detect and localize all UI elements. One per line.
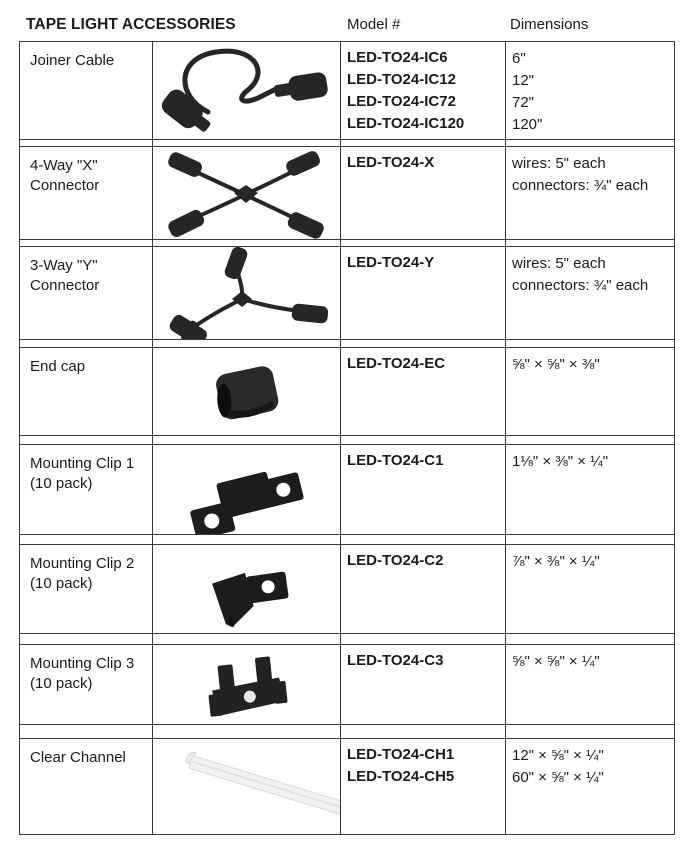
table-row-mounting-clip-2 [19,544,675,634]
product-name [19,247,152,339]
product-name-line: 4-Way "X" [30,157,98,174]
model-number: LED-TO24-C3 [347,652,444,669]
product-name [19,348,152,435]
product-name-line: Joiner Cable [30,52,115,69]
product-image-cell [152,445,340,534]
model-numbers [340,445,505,534]
product-name [19,739,152,834]
model-numbers [340,739,505,834]
table-row-x-connector [19,146,675,240]
model-number: LED-TO24-Y [347,254,435,271]
model-number: LED-TO24-IC6 [347,49,448,66]
dimensions-values [505,445,675,534]
product-name [19,645,152,724]
dimension-value: wires: 5" each [512,155,606,172]
table-row-clear-channel [19,738,675,835]
product-name [19,42,152,139]
product-image-cell [152,42,340,139]
dimension-value: 6" [512,50,526,67]
model-number: LED-TO24-IC72 [347,93,456,110]
product-name-line: End cap [30,358,86,375]
product-name-line: (10 pack) [30,475,93,492]
joiner-cable-image [152,42,340,139]
accessories-table [19,41,675,835]
table-row-y-connector [19,246,675,340]
product-name-line: Mounting Clip 1 [30,455,135,472]
product-image-cell [152,645,340,724]
model-numbers [340,545,505,633]
product-name [19,545,152,633]
product-name-line: Mounting Clip 3 [30,655,135,672]
table-row-joiner-cable [19,41,675,140]
dimension-value: ⅝" × ⅝" × ⅜" [512,356,600,373]
column-header-model: Model # [347,16,401,33]
dimension-value: ⅞" × ⅜" × ¼" [512,553,600,570]
model-numbers [340,42,505,139]
y-connector-image [152,247,340,339]
model-numbers [340,247,505,339]
mounting-clip-1-image [152,445,340,534]
model-number: LED-TO24-EC [347,355,446,372]
dimensions-values [505,247,675,339]
model-number: LED-TO24-C1 [347,452,444,469]
product-image-cell [152,247,340,339]
model-number: LED-TO24-IC120 [347,115,465,132]
product-image-cell [152,545,340,633]
dimension-value: ⅝" × ⅝" × ¼" [512,653,600,670]
model-number: LED-TO24-CH1 [347,746,455,763]
product-name-line: Connector [30,177,100,194]
product-image-cell [152,739,340,834]
product-image-cell [152,147,340,239]
product-name-line: (10 pack) [30,675,93,692]
model-number: LED-TO24-C2 [347,552,444,569]
dimension-value: connectors: ¾" each [512,277,649,294]
model-numbers [340,147,505,239]
product-name-line: Clear Channel [30,749,126,766]
table-row-mounting-clip-3 [19,644,675,725]
dimension-value: 1⅛" × ⅜" × ¼" [512,453,609,470]
mounting-clip-3-image [152,645,340,724]
dimension-value: 60" × ⅝" × ¼" [512,769,604,786]
column-header-dimensions: Dimensions [510,16,589,33]
clear-channel-image [152,739,340,834]
page-title: TAPE LIGHT ACCESSORIES [26,16,236,33]
x-connector-image [152,147,340,239]
product-image-cell [152,348,340,435]
table-row-mounting-clip-1 [19,444,675,535]
product-name-line: Connector [30,277,100,294]
dimensions-values [505,645,675,724]
dimensions-values [505,545,675,633]
product-name [19,445,152,534]
dimension-value: wires: 5" each [512,255,606,272]
dimensions-values [505,42,675,139]
dimension-value: 72" [512,94,535,111]
model-numbers [340,348,505,435]
dimension-value: 12" [512,72,535,89]
dimension-value: 12" × ⅝" × ¼" [512,747,604,764]
product-name-line: Mounting Clip 2 [30,555,135,572]
model-number: LED-TO24-CH5 [347,768,455,785]
model-number: LED-TO24-IC12 [347,71,456,88]
end-cap-image [152,348,340,435]
model-number: LED-TO24-X [347,154,435,171]
product-name [19,147,152,239]
table-row-end-cap [19,347,675,436]
dimension-value: connectors: ¾" each [512,177,649,194]
mounting-clip-2-image [152,545,340,633]
product-name-line: (10 pack) [30,575,93,592]
model-numbers [340,645,505,724]
dimensions-values [505,739,675,834]
dimensions-values [505,348,675,435]
dimensions-values [505,147,675,239]
dimension-value: 120" [512,116,543,133]
product-name-line: 3-Way "Y" [30,257,98,274]
